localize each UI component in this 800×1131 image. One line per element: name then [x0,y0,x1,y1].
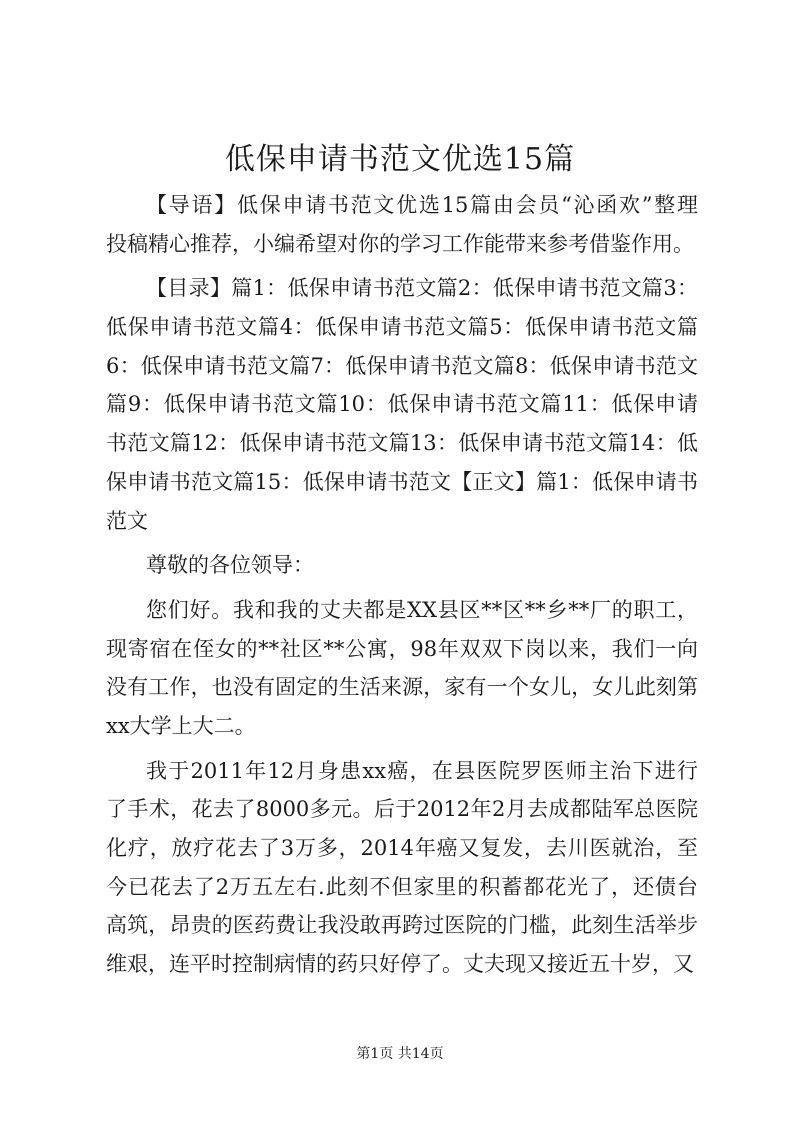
text-line: 【目录】篇1：低保申请书范文篇2：低保申请书范文篇3： [146,276,698,301]
salutation-paragraph [106,546,698,585]
text-line: 今已花去了2万五左右.此刻不但家里的积蓄都花光了，还债台 [106,874,698,899]
intro-paragraph [106,186,698,263]
text-line: 投稿精心推荐，小编希望对你的学习工作能带来参考借鉴作用。 [106,231,694,256]
text-line: 现寄宿在侄女的**社区**公寓，98年双双下岗以来，我们一向 [106,636,698,661]
text-line: 尊敬的各位领导： [146,553,314,578]
illness-paragraph [106,752,698,984]
text-line: 高筑，昂贵的医药费让我没敢再跨过医院的门槛，此刻生活举步 [106,913,698,938]
text-line: 范文 [106,508,148,533]
page-footer: 第1页 共14页 [356,1046,444,1062]
text-line: 书范文篇12：低保申请书范文篇13：低保申请书范文篇14：低 [106,431,698,456]
document-body [106,186,698,984]
text-line: 保申请书范文篇15：低保申请书范文【正文】篇1：低保申请书 [106,469,698,494]
text-line: 我于2011年12月身患xx癌，在县医院罗医师主治下进行 [146,758,698,783]
text-line: 没有工作，也没有固定的生活来源，家有一个女儿，女儿此刻第 [106,675,698,700]
family-paragraph [106,591,698,746]
text-line: 篇9：低保申请书范文篇10：低保申请书范文篇11：低保申请 [106,392,698,417]
text-line: 【导语】低保申请书范文优选15篇由会员“沁函欢”整理 [146,193,698,217]
text-line: 化疗，放疗花去了3万多，2014年癌又复发，去川医就治，至 [106,836,698,860]
text-line: xx大学上大二。 [106,713,256,738]
text-line: 了手术，花去了8000多元。后于2012年2月去成都陆军总医院 [106,797,698,822]
document-title: 低保申请书范文优选15篇 [224,142,576,177]
text-line: 6：低保申请书范文篇7：低保申请书范文篇8：低保申请书范文 [106,353,698,378]
toc-paragraph [106,269,698,540]
text-line: 低保申请书范文篇4：低保申请书范文篇5：低保申请书范文篇 [106,315,698,340]
text-line: 维艰，连平时控制病情的药只好停了。丈夫现又接近五十岁，又 [106,952,694,977]
text-line: 您们好。我和我的丈夫都是XX县区**区**乡**厂的职工， [146,597,698,622]
